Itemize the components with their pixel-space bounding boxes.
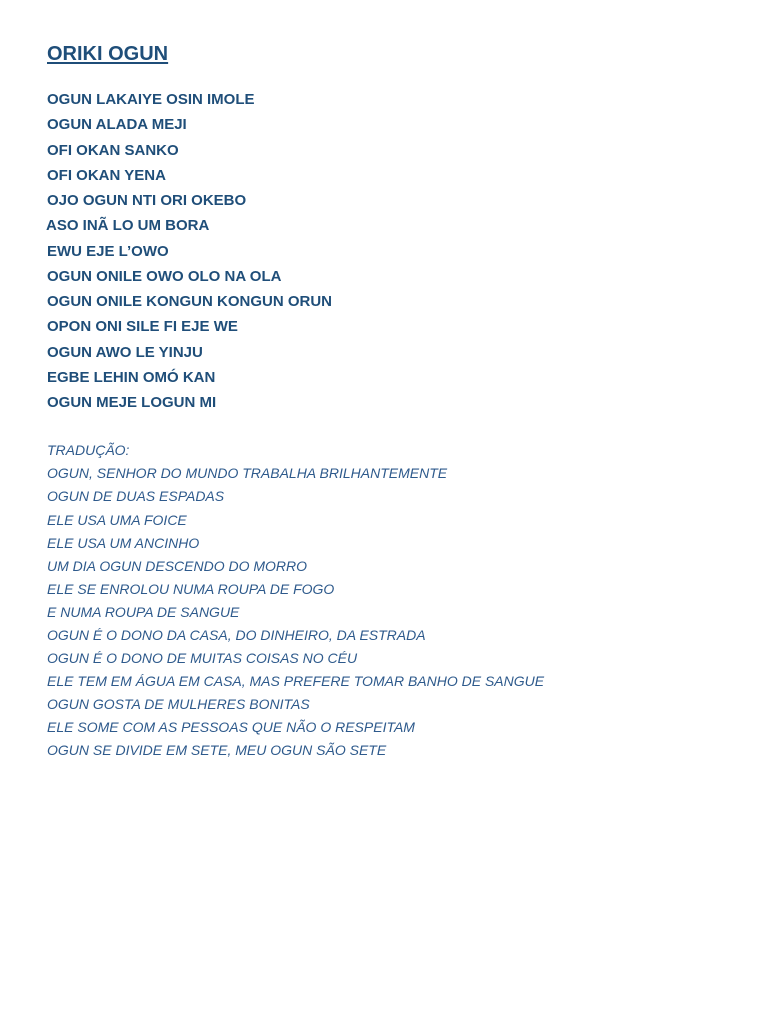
translation-section xyxy=(47,439,727,762)
translation-line: OGUN É O DONO DE MUITAS COISAS NO CÉU xyxy=(47,650,358,667)
poem-line: OFI OKAN YENA xyxy=(47,166,166,184)
translation-line: ELE SE ENROLOU NUMA ROUPA DE FOGO xyxy=(47,580,335,597)
translation-line: ELE USA UM ANCINHO xyxy=(47,534,200,551)
poem-line: OGUN ALADA MEJI xyxy=(47,116,187,134)
poem-line: ASO INÃ LO UM BORA xyxy=(46,217,210,235)
translation-line: UM DIA OGUN DESCENDO DO MORRO xyxy=(47,557,308,574)
poem-line: OFI OKAN SANKO xyxy=(47,141,179,159)
poem-line: OGUN ONILE OWO OLO NA OLA xyxy=(47,267,282,285)
poem-line: OGUN MEJE LOGUN MI xyxy=(47,394,217,411)
poem-line: EWU EJE L’OWO xyxy=(47,242,169,260)
poem-line: OGUN LAKAIYE OSIN IMOLE xyxy=(47,91,255,108)
poem-line: OPON ONI SILE FI EJE WE xyxy=(47,318,238,336)
translation-line: ELE SOME COM AS PESSOAS QUE NÃO O RESPEITAM xyxy=(47,719,415,736)
translation-line: OGUN DE DUAS ESPADAS xyxy=(47,488,225,505)
translation-heading: TRADUÇÃO: xyxy=(47,442,130,459)
translation-line: OGUN GOSTA DE MULHERES BONITAS xyxy=(47,696,310,713)
page-title: ORIKI OGUN xyxy=(47,43,169,65)
poem-line: EGBE LEHIN OMÓ KAN xyxy=(47,368,216,386)
poem-line: OGUN AWO LE YINJU xyxy=(47,343,203,361)
translation-line: E NUMA ROUPA DE SANGUE xyxy=(47,603,240,620)
translation-line: OGUN, SENHOR DO MUNDO TRABALHA BRILHANTEMENTE xyxy=(47,465,448,482)
poem-line: OGUN ONILE KONGUN KONGUN ORUN xyxy=(47,293,332,310)
translation-line: ELE USA UMA FOICE xyxy=(47,511,187,528)
poem-line: OJO OGUN NTI ORI OKEBO xyxy=(47,192,247,209)
document-page xyxy=(47,41,727,763)
translation-line: ELE TEM EM ÁGUA EM CASA, MAS PREFERE TOMAR BANHO DE SANGUE xyxy=(47,673,545,690)
translation-line: OGUN SE DIVIDE EM SETE, MEU OGUN SÃO SETE xyxy=(47,742,387,759)
translation-line: OGUN É O DONO DA CASA, DO DINHEIRO, DA ESTRADA xyxy=(47,627,426,643)
poem-section xyxy=(47,87,727,415)
